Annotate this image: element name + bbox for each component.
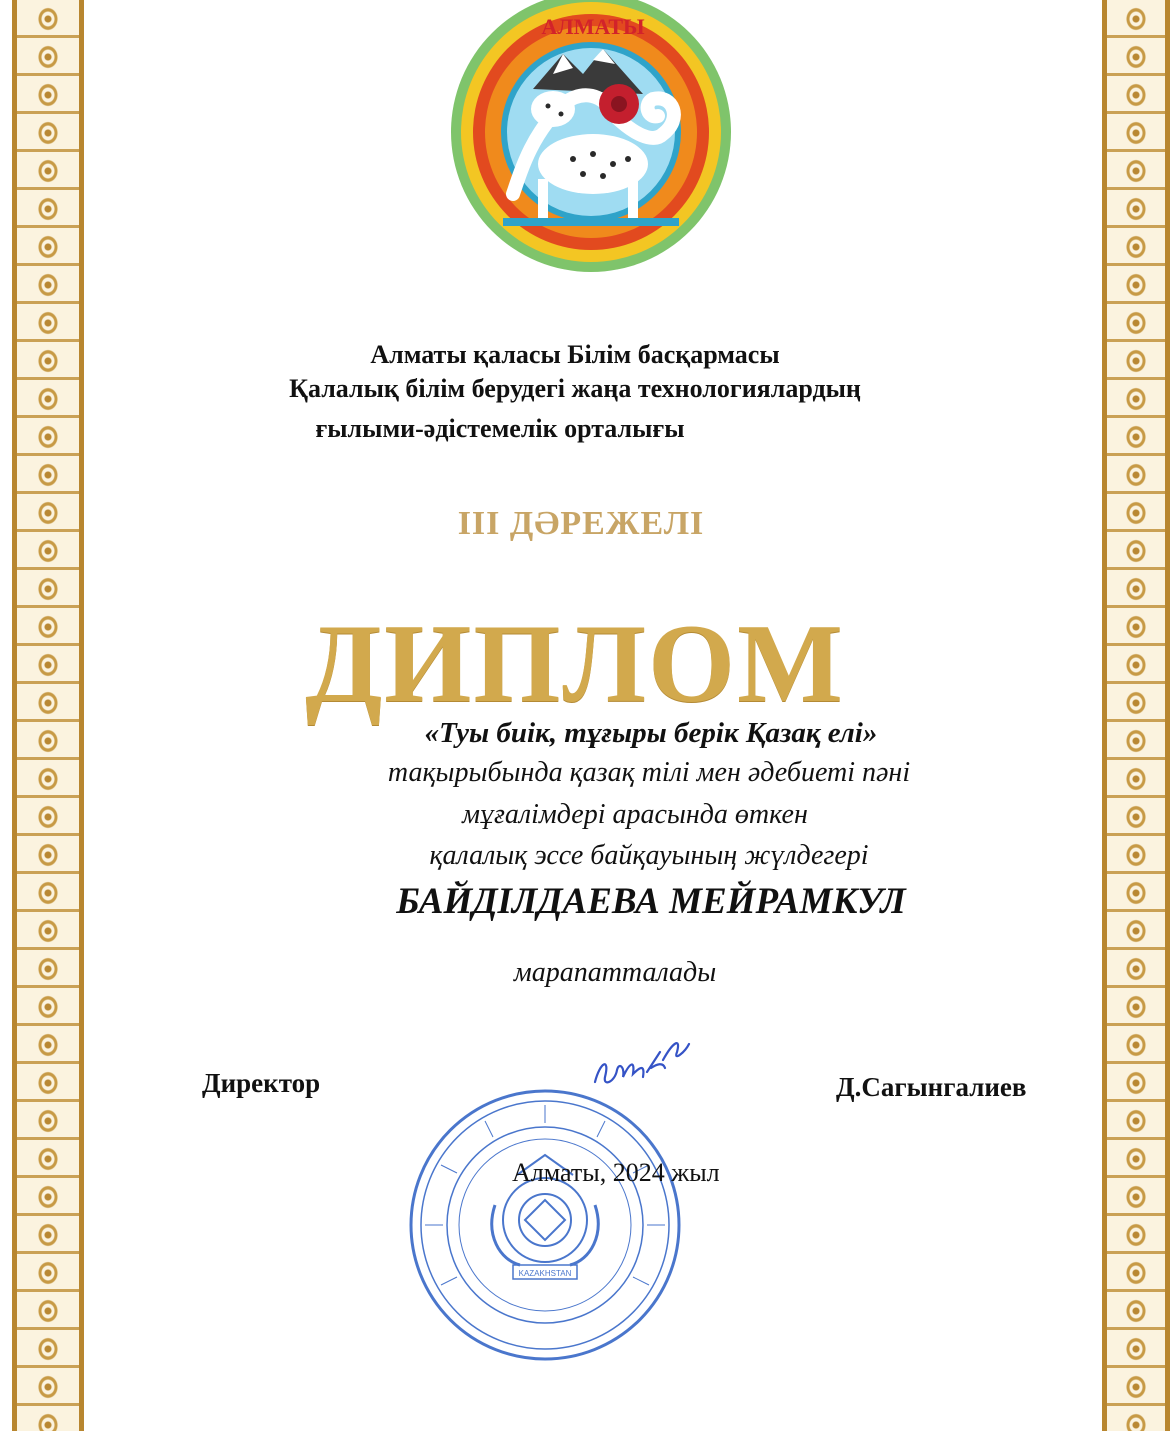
city-year-footer: Алматы, 2024 жыл [512,1158,720,1187]
body-line-2: мұғалімдері арасында өткен [462,799,808,830]
svg-text:KAZAKHSTAN: KAZAKHSTAN [518,1269,572,1278]
org-line-3: ғылыми-әдістемелік орталығы [315,414,685,443]
svg-text:АЛМАТЫ: АЛМАТЫ [541,14,645,39]
body-line-1: тақырыбында қазақ тілі мен әдебиеті пәні [387,757,911,788]
degree-label: ІІІ ДӘРЕЖЕЛІ [457,505,705,542]
signer-name: Д.Сагынгалиев [836,1072,1027,1102]
org-line-1: Алматы қаласы Білім басқармасы [370,340,780,369]
awarded-label: марапатталады [513,957,717,988]
topic-line: «Туы биік, тұғыры берік Қазақ елі» [424,717,878,749]
org-line-2: Қалалық білім берудегі жаңа технологиялардың [289,374,861,403]
recipient-name: БАЙДІЛДАЕВА МЕЙРАМКУЛ [396,881,906,922]
body-line-3: қалалық эссе байқауының жүлдегері [429,840,869,871]
director-label: Директор [202,1068,321,1098]
almaty-emblem-icon [443,0,743,284]
diploma-title: ДИПЛОМ [305,602,845,726]
official-seal-icon [405,1085,685,1365]
